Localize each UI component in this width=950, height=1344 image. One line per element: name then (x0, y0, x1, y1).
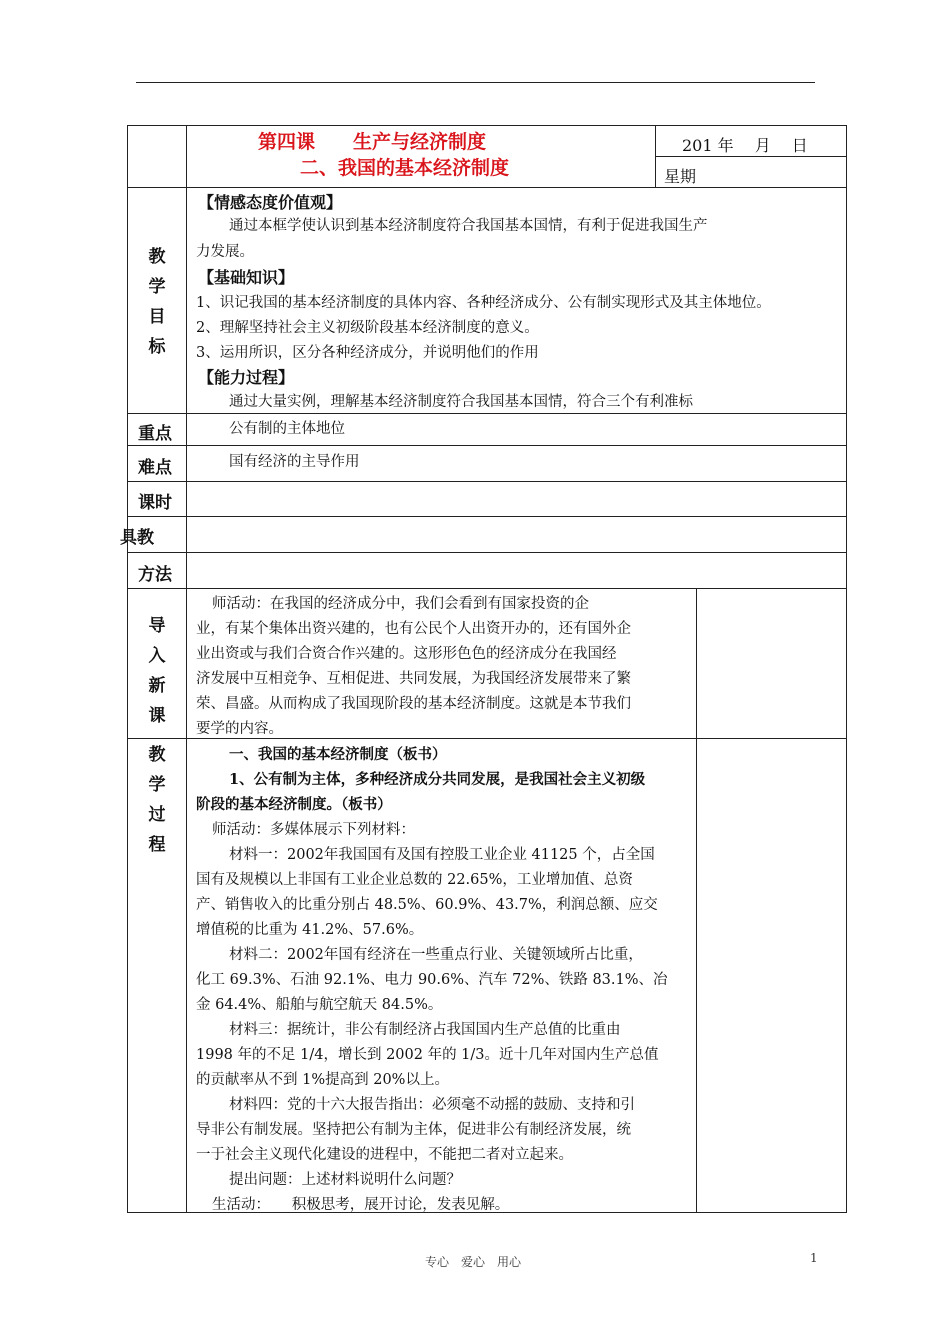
row-divider (128, 588, 846, 589)
material-three: 的贡献率从不到 1%提高到 20%以上。 (196, 1072, 449, 1088)
method-label: 方法 (138, 565, 172, 585)
intro-paragraph: 要学的内容。 (196, 721, 283, 737)
row-divider (128, 738, 846, 739)
objective-heading-attitude: 【情感态度价值观】 (198, 193, 343, 212)
material-three: 1998 年的不足 1/4，增长到 2002 年的 1/3。近十几年对国内生产总值 (196, 1047, 659, 1063)
column-divider (655, 126, 656, 187)
student-activity: 生活动： 积极思考，展开讨论，发表见解。 (212, 1197, 510, 1213)
process-text: 师活动：多媒体展示下列材料： (212, 822, 415, 838)
column-divider (186, 126, 187, 1212)
material-three: 材料三：据统计，非公有制经济占我国国内生产总值的比重由 (229, 1022, 621, 1038)
material-four: 导非公有制发展。坚持把公有制为主体，促进非公有制经济发展，统 (196, 1122, 631, 1138)
material-four: 材料四：党的十六大报告指出：必须毫不动摇的鼓励、支持和引 (229, 1097, 635, 1113)
process-subheading: 1、公有制为主体，多种经济成分共同发展，是我国社会主义初级 (229, 771, 646, 788)
row-divider (128, 445, 846, 446)
process-subheading: 阶段的基本经济制度。（板书） (196, 796, 392, 813)
material-two: 材料二：2002年国有经济在一些重点行业、关键领域所占比重， (229, 947, 643, 963)
material-two: 金 64.4%、船舶与航空航天 84.5%。 (196, 997, 443, 1013)
difficulty-text: 国有经济的主导作用 (229, 454, 360, 470)
objectives-label: 教 学 目 标 (148, 247, 166, 357)
row-divider (128, 187, 846, 188)
material-one: 产、销售收入的比重分别占 48.5%、60.9%、43.7%，利润总额、应交 (196, 897, 658, 913)
lesson-title: 第四课 生产与经济制度 (258, 131, 487, 153)
intro-paragraph: 业出资或与我们合资合作兴建的。这形形色色的经济成分在我国经 (196, 646, 617, 662)
process-heading: 一、我国的基本经济制度（板书） (229, 746, 447, 763)
question-text: 提出问题：上述材料说明什么问题？ (229, 1172, 461, 1188)
process-label: 教 学 过 程 (148, 745, 166, 855)
objective-text: 2、理解坚持社会主义初级阶段基本经济制度的意义。 (196, 320, 539, 336)
section-title: 二、我国的基本经济制度 (300, 157, 510, 179)
objective-text: 通过大量实例，理解基本经济制度符合我国基本国情，符合三个有利准标 (229, 394, 693, 410)
objective-text: 通过本框学使认识到基本经济制度符合我国基本国情，有利于促进我国生产 (229, 218, 708, 234)
objective-text: 3、运用所识，区分各种经济成分，并说明他们的作用 (196, 345, 539, 361)
row-divider (128, 516, 846, 517)
row-divider (128, 413, 846, 414)
material-four: 一于社会主义现代化建设的进程中，不能把二者对立起来。 (196, 1147, 573, 1163)
class-hours-label: 课时 (138, 493, 172, 513)
difficulty-label: 难点 (138, 458, 172, 478)
intro-label: 导 入 新 课 (148, 616, 166, 726)
footer-slogan: 专心 爱心 用心 (425, 1255, 522, 1269)
header-rule (136, 82, 815, 83)
intro-paragraph: 业，有某个集体出资兴建的，也有公民个人出资开办的，还有国外企 (196, 621, 631, 637)
row-divider (128, 481, 846, 482)
objective-text: 1、识记我国的基本经济制度的具体内容、各种经济成分、公有制实现形式及其主体地位。 (196, 295, 771, 311)
material-two: 化工 69.3%、石油 92.1%、电力 90.6%、汽车 72%、铁路 83.1%、冶 (196, 972, 668, 988)
date-field: 201 年 月 日 (682, 136, 808, 155)
row-divider (655, 156, 846, 157)
row-divider (128, 552, 846, 553)
weekday-field: 星期 (664, 167, 697, 186)
material-one: 国有及规模以上非国有工业企业总数的 22.65%，工业增加值、总资 (196, 872, 633, 888)
key-point-text: 公有制的主体地位 (229, 421, 345, 437)
objective-text: 力发展。 (196, 244, 254, 260)
intro-paragraph: 荣、昌盛。从而构成了我国现阶段的基本经济制度。这就是本节我们 (196, 696, 631, 712)
page-number: 1 (810, 1251, 818, 1265)
teaching-tools-label: 具教 (120, 528, 154, 548)
column-divider (696, 588, 697, 1212)
intro-paragraph: 济发展中互相竞争、互相促进、共同发展，为我国经济发展带来了繁 (196, 671, 631, 687)
objective-heading-ability: 【能力过程】 (198, 368, 295, 387)
key-point-label: 重点 (138, 424, 172, 444)
material-one: 增值税的比重为 41.2%、57.6%。 (196, 922, 424, 938)
objective-heading-knowledge: 【基础知识】 (198, 268, 295, 287)
material-one: 材料一：2002年我国国有及国有控股工业企业 41125 个，占全国 (229, 847, 655, 863)
intro-paragraph: 师活动：在我国的经济成分中，我们会看到有国家投资的企 (212, 596, 589, 612)
